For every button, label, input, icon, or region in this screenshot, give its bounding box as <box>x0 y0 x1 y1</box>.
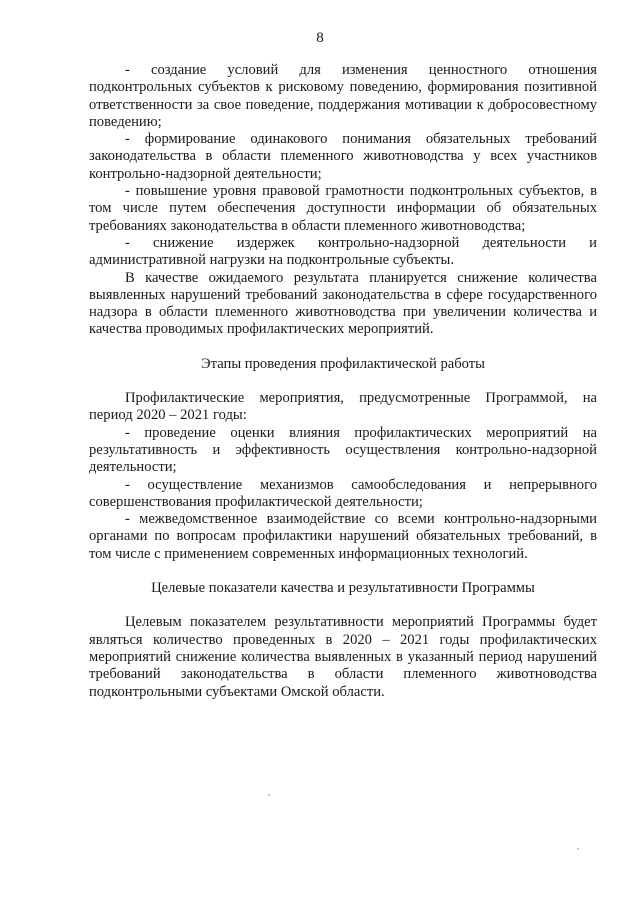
page-number: 8 <box>316 30 324 46</box>
document-body <box>89 62 597 701</box>
scan-speck <box>268 794 270 796</box>
section-heading-stages: Этапы проведения профилактической работы <box>201 355 485 372</box>
target-indicator-paragraph: Целевым показателем результативности мероприятий Программы будет являться количество проведенных в 2020 – 2021 годы профилактических мероприятий снижение количества выявленных в указанный период нарушений требований законодательства в области племенного животноводства подконтрольными субъектами Омской области. <box>89 614 597 700</box>
bullet-assessment: - проведение оценки влияния профилактических мероприятий на результативность и эффективность осуществления контрольно-надзорной деятельности; <box>89 424 597 476</box>
bullet-interagency: - межведомственное взаимодействие со всеми контрольно-надзорными органами по вопросам профилактики нарушений обязательных требований, в том числе с применением современных информационных технологий. <box>89 511 597 562</box>
expected-result-paragraph: В качестве ожидаемого результата планируется снижение количества выявленных нарушений требований законодательства в сфере государственного надзора в области племенного животноводства при увеличении количества и качества проводимых профилактических мероприятий. <box>89 269 597 338</box>
bullet-reduce-costs: - снижение издержек контрольно-надзорной деятельности и административной нагрузки на подконтрольные субъекты. <box>89 234 597 269</box>
section-heading-targets: Целевые показатели качества и результативности Программы <box>151 580 535 597</box>
scan-speck <box>577 848 579 850</box>
bullet-uniform-understanding: - формирование одинакового понимания обязательных требований законодательства в области племенного животноводства у всех участников контрольно-надзорной деятельности; <box>89 131 597 182</box>
bullet-self-inspection: - осуществление механизмов самообследования и непрерывного совершенствования профилактической деятельности; <box>89 476 597 510</box>
bullet-legal-literacy: - повышение уровня правовой грамотности подконтрольных субъектов, в том числе путем обеспечения доступности информации об обязательных требованиях законодательства в области племенного животноводства; <box>89 183 597 234</box>
stages-intro-paragraph: Профилактические мероприятия, предусмотренные Программой, на период 2020 – 2021 годы: <box>89 390 597 424</box>
bullet-create-conditions: - создание условий для изменения ценностного отношения подконтрольных субъектов к рисковому поведению, формирования позитивной ответственности за свое поведение, поддержания мотивации к добросовестному поведению; <box>89 62 597 130</box>
